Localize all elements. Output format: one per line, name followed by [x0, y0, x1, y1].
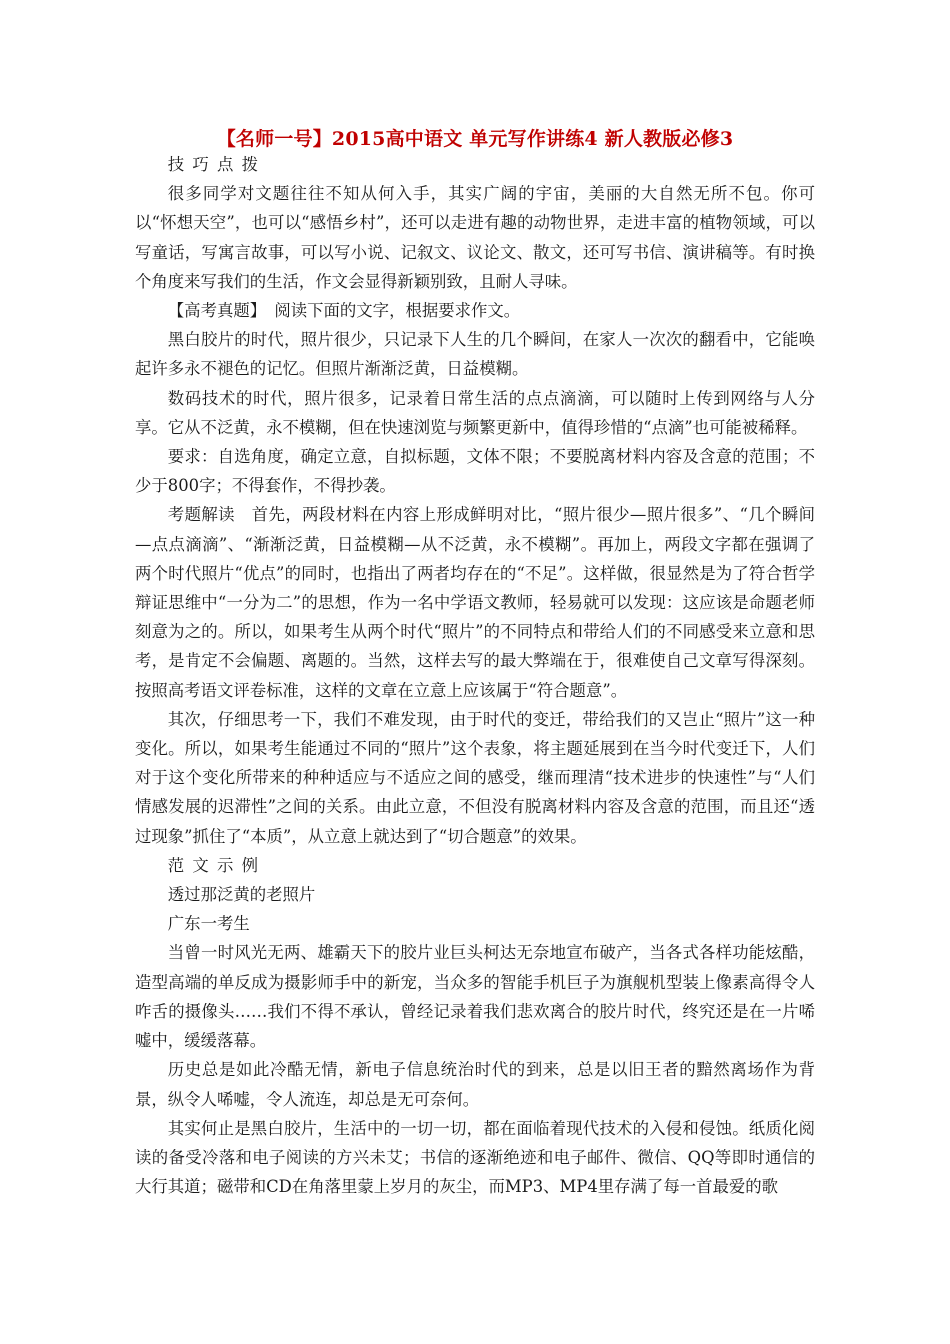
material-paragraph-2: 数码技术的时代，照片很多，记录着日常生活的点点滴滴，可以随时上传到网络与人分享。它从不泛黄，永不模糊，但在快速浏览与频繁更新中，值得珍惜的“点滴”也可能被稀释。: [135, 388, 815, 437]
essay-author: 广东一考生: [167, 914, 250, 934]
requirement-paragraph: 要求：自选角度，确定立意，自拟标题，文体不限；不要脱离材料内容及含意的范围；不少于800字；不得套作，不得抄袭。: [135, 447, 815, 496]
essay-paragraph-2: 历史总是如此冷酷无情，新电子信息统治时代的到来，总是以旧王者的黯然离场作为背景，纵令人唏嘘，令人流连，却总是无可奈何。: [135, 1060, 815, 1109]
material-paragraph-1: 黑白胶片的时代，照片很少，只记录下人生的几个瞬间，在家人一次次的翻看中，它能唤起许多永不褪色的记忆。但照片渐渐泛黄，日益模糊。: [135, 330, 815, 379]
tips-paragraph: 很多同学对文题往往不知从何入手，其实广阔的宇宙，美丽的大自然无所不包。你可以“怀想天空”，也可以“感悟乡村”，还可以走进有趣的动物世界，走进丰富的植物领域，可以写童话，写寓言故事，可以写小说、记叙文、议论文、散文，还可写书信、演讲稿等。有时换个角度来写我们的生活，作文会显得新颖别致，且耐人寻味。: [135, 184, 815, 291]
essay-title: 透过那泛黄的老照片: [167, 885, 316, 905]
exam-intro: 【高考真题】 阅读下面的文字，根据要求作文。: [167, 301, 521, 321]
analysis-paragraph-2: 其次，仔细思考一下，我们不难发现，由于时代的变迁，带给我们的又岂止“照片”这一种变化。所以，如果考生能通过不同的“照片”这个表象，将主题延展到在当今时代变迁下，人们对于这个变化所带来的种种适应与不适应之间的感受，继而理清“技术进步的快速性”与“人们情感发展的迟滞性”之间的关系。由此立意，不但没有脱离材料内容及含意的范围，而且还“透过现象”抓住了“本质”，从立意上就达到了“切合题意”的效果。: [135, 709, 815, 846]
essay-paragraph-1: 当曾一时风光无两、雄霸天下的胶片业巨头柯达无奈地宣布破产，当各式各样功能炫酷，造型高端的单反成为摄影师手中的新宠，当众多的智能手机巨子为旗舰机型装上像素高得令人咋舌的摄像头……我们不得不承认，曾经记录着我们悲欢离合的胶片时代，终究还是在一片唏嘘中，缓缓落幕。: [135, 943, 815, 1051]
document-title: 【名师一号】2015高中语文 单元写作讲练4 新人教版必修3: [216, 128, 734, 150]
document-body: [135, 150, 815, 1201]
section-heading-example: 范文示例: [167, 855, 267, 875]
section-heading-tips: 技巧点拨: [167, 155, 267, 174]
analysis-paragraph-1: 考题解读 首先，两段材料在内容上形成鲜明对比，“照片很少—照片很多”、“几个瞬间—点点滴滴”、“渐渐泛黄，日益模糊—从不泛黄，永不模糊”。再加上，两段文字都在强调了两个时代照片“优点”的同时，也指出了两者均存在的“不足”。这样做，很显然是为了符合哲学辩证思维中“一分为二”的思想，作为一名中学语文教师，轻易就可以发现：这应该是命题老师刻意为之的。所以，如果考生从两个时代“照片”的不同特点和带给人们的不同感受来立意和思考，是肯定不会偏题、离题的。当然，这样去写的最大弊端在于，很难使自己文章写得深刻。按照高考语文评卷标准，这样的文章在立意上应该属于“符合题意”。: [135, 505, 815, 700]
essay-paragraph-3: 其实何止是黑白胶片，生活中的一切一切，都在面临着现代技术的入侵和侵蚀。纸质化阅读的备受冷落和电子阅读的方兴未艾；书信的逐渐绝迹和电子邮件、微信、QQ等即时通信的大行其道；磁带和CD在角落里蒙上岁月的灰尘，而MP3、MP4里存满了每一首最爱的歌: [135, 1118, 815, 1197]
